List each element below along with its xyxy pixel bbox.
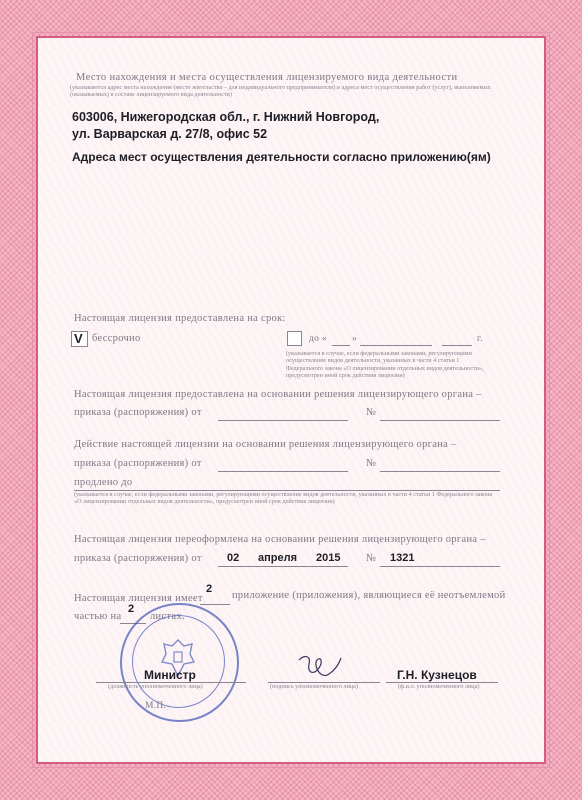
signatory-name: Г.Н. Кузнецов — [397, 668, 477, 682]
basis-order: приказа (распоряжения) от — [74, 407, 202, 418]
extension-date-line — [218, 471, 348, 472]
until-prefix: до « — [309, 334, 327, 344]
reissue-order: приказа (распоряжения) от — [74, 553, 202, 564]
reissue-label: Настоящая лицензия переоформлена на основании решения лицензирующего органа – — [74, 534, 486, 545]
handwritten-signature — [295, 650, 345, 684]
reissue-month: апреля — [258, 552, 298, 564]
address-line-1: 603006, Нижегородская обл., г. Нижний Новгород, — [72, 110, 380, 124]
basis-number-sign: № — [366, 407, 377, 418]
term-label: Настоящая лицензия предоставлена на срок: — [74, 313, 286, 324]
document-body — [36, 36, 546, 764]
extension-number-line — [380, 471, 500, 472]
extension-label: Действие настоящей лицензии на основании решения лицензирующего органа – — [74, 439, 457, 450]
location-note: (указываются адрес места нахождения (место жительства – для индивидуального предпринимателя) и адреса мест осуществления работ (услуг), выполняемых (оказываемых) в составе лицензируемого вида деятельности) — [70, 84, 491, 99]
reissue-number-line — [380, 566, 500, 567]
check-mark: V — [74, 331, 83, 346]
until-day-line — [332, 345, 350, 346]
address-line-2: ул. Варварская д. 27/8, офис 52 — [72, 127, 268, 141]
extended-until-label: продлено до — [74, 477, 133, 488]
appendix-line: Адреса мест осуществления деятельности согласно приложению(ям) — [72, 150, 491, 164]
appendices-count: 2 — [206, 583, 213, 595]
perpetual-label: бессрочно — [92, 333, 141, 344]
signature-caption: (подпись уполномоченного лица) — [270, 683, 358, 690]
extension-order: приказа (распоряжения) от — [74, 458, 202, 469]
location-title: Место нахождения и места осуществления лицензируемого вида деятельности — [76, 72, 458, 83]
extension-number-sign: № — [366, 458, 377, 469]
appendices-suffix: приложение (приложения), являющиеся её неотъемлемой — [232, 590, 506, 601]
position-caption: (должность уполномоченного лица) — [108, 683, 203, 690]
reissue-year: 2015 — [316, 552, 341, 564]
seal-label: М.П. — [145, 701, 167, 711]
extension-note: (указывается в случае, если федеральными законами, регулирующими осуществление видов деятельности, указанных в части 4 статьи 1 Федерального закона «О лицензировании отдельных видов деятельности», предусмотрен иной срок действия лицензии) — [74, 491, 493, 506]
appendices-count-line — [200, 604, 230, 605]
until-year-suffix: г. — [477, 334, 483, 344]
basis-date-line — [218, 420, 348, 421]
until-checkbox — [287, 331, 302, 346]
reissue-number-sign: № — [366, 553, 377, 564]
until-month-line — [360, 345, 432, 346]
basis-number-line — [380, 420, 500, 421]
basis-label: Настоящая лицензия предоставлена на основании решения лицензирующего органа – — [74, 389, 482, 400]
appendices-sheets: 2 — [128, 603, 135, 615]
name-caption: (ф.и.о. уполномоченного лица) — [398, 683, 480, 690]
reissue-date-line — [218, 566, 348, 567]
reissue-day: 02 — [227, 552, 240, 564]
perpetual-checkbox — [71, 331, 88, 347]
signatory-position: Министр — [144, 668, 196, 682]
appendices-part-prefix: частью на — [74, 611, 122, 622]
until-year-line — [442, 345, 472, 346]
appendices-part-suffix: листах. — [150, 611, 185, 622]
until-mid: » — [352, 334, 358, 344]
appendices-prefix: Настоящая лицензия имеет — [74, 593, 203, 604]
reissue-number: 1321 — [390, 552, 415, 564]
term-note: (указывается в случае, если федеральными законами, регулирующими осуществление видов деятельности, указанных в части 4 статьи 1 Федерального закона «О лицензировании отдельных видов деятельности», предусмотрен иной срок действия лицензии) — [286, 350, 484, 380]
